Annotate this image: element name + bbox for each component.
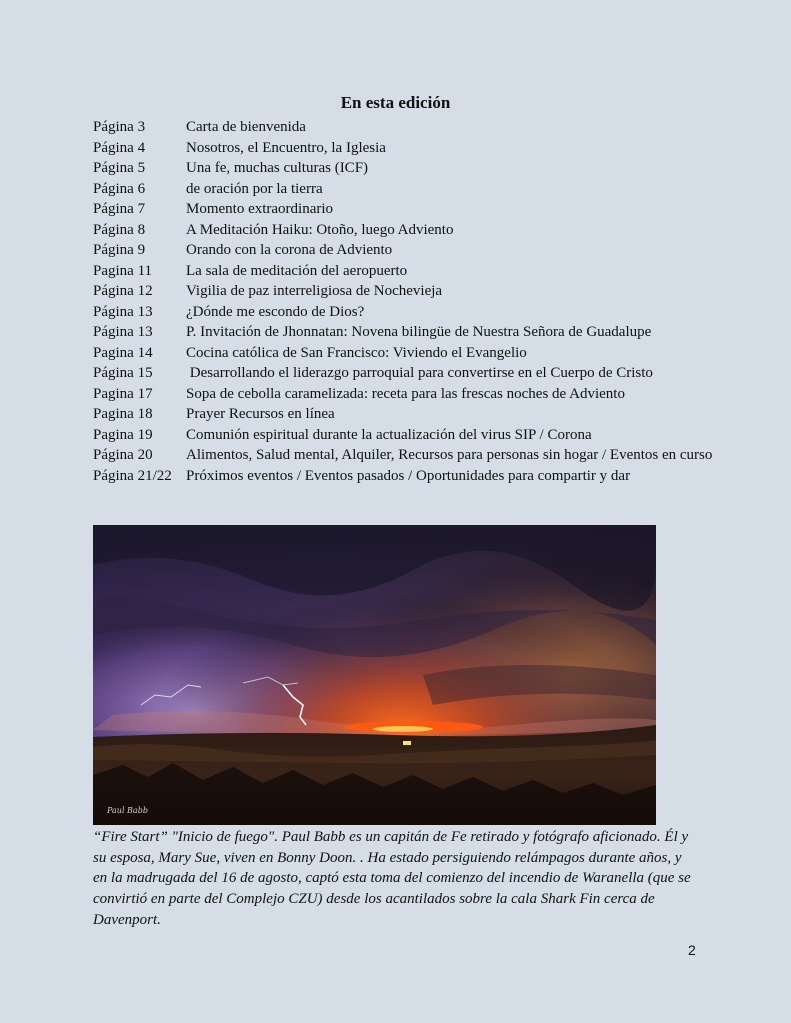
toc-row bbox=[93, 138, 713, 159]
toc-row bbox=[93, 466, 713, 487]
toc-page-number: Pagina 14 bbox=[93, 344, 153, 361]
toc-page-number: Página 20 bbox=[93, 447, 153, 463]
toc-article-title: Próximos eventos / Eventos pasados / Oportunidades para compartir y dar bbox=[186, 467, 631, 484]
toc-article-title: Orando con la corona de Adviento bbox=[186, 242, 393, 258]
toc-page-number: Página 6 bbox=[93, 180, 146, 197]
toc-row bbox=[93, 117, 713, 138]
toc-article-title: Comunión espiritual durante la actualización del virus SIP / Corona bbox=[186, 426, 592, 443]
toc-row bbox=[93, 302, 713, 323]
toc-row bbox=[93, 240, 713, 261]
toc-page-number: Página 12 bbox=[93, 283, 153, 299]
toc-article-title: P. Invitación de Jhonnatan: Novena bilingüe de Nuestra Señora de Guadalupe bbox=[186, 324, 652, 340]
photo-caption: “Fire Start” "Inicio de fuego". Paul Babb es un capitán de Fe retirado y fotógrafo aficionado. Él y su esposa, Mary Sue, viven en Bonny Doon. . Ha estado persiguiendo relámpagos durante años, y en la madrugada del 16 de agosto, captó esta toma del comienzo del incendio de Waranella (que se convirtió en parte del Complejo CZU) desde los acantilados sobre la cala Shark Fin cerca de Davenport. bbox=[93, 829, 691, 928]
toc-row bbox=[93, 199, 713, 220]
toc-article-title: A Meditación Haiku: Otoño, luego Adviento bbox=[186, 221, 454, 238]
toc-page-number: Página 9 bbox=[93, 242, 146, 258]
toc-article-title: Prayer Recursos en línea bbox=[186, 406, 335, 422]
toc-row bbox=[93, 261, 713, 282]
toc-article-title: Momento extraordinario bbox=[186, 201, 334, 217]
toc-article-title: Nosotros, el Encuentro, la Iglesia bbox=[186, 139, 386, 156]
toc-row bbox=[93, 343, 713, 364]
page-title: En esta edición bbox=[340, 93, 451, 112]
toc-row bbox=[93, 322, 713, 343]
toc-article-title: Cocina católica de San Francisco: Viviendo el Evangelio bbox=[186, 344, 527, 361]
toc-row bbox=[93, 425, 713, 446]
toc-row bbox=[93, 445, 713, 466]
toc-row bbox=[93, 363, 713, 384]
toc-page-number: Página 8 bbox=[93, 221, 146, 238]
toc-row bbox=[93, 158, 713, 179]
toc-page-number: Pagina 11 bbox=[93, 262, 153, 279]
toc-page-number: Página 15 bbox=[93, 365, 153, 381]
toc-page-number: Página 3 bbox=[93, 119, 146, 135]
table-of-contents bbox=[93, 117, 713, 486]
toc-row bbox=[93, 404, 713, 425]
toc-article-title: Desarrollando el liderazgo parroquial para convertirse en el Cuerpo de Cristo bbox=[186, 365, 653, 381]
toc-page-number: Página 5 bbox=[93, 160, 146, 176]
storm-photo bbox=[93, 525, 656, 825]
toc-row bbox=[93, 281, 713, 302]
toc-page-number: Página 13 bbox=[93, 303, 153, 320]
toc-article-title: de oración por la tierra bbox=[186, 180, 323, 197]
photographer-signature: Paul Babb bbox=[107, 806, 148, 815]
toc-page-number: Pagina 18 bbox=[93, 406, 153, 422]
toc-article-title: Sopa de cebolla caramelizada: receta para las frescas noches de Adviento bbox=[186, 385, 625, 402]
toc-page-number: Página 21/22 bbox=[93, 467, 172, 484]
toc-row bbox=[93, 179, 713, 200]
page-number: 2 bbox=[688, 942, 696, 958]
toc-page-number: Pagina 17 bbox=[93, 385, 153, 402]
toc-page-number: Página 13 bbox=[93, 324, 153, 340]
toc-row bbox=[93, 220, 713, 241]
toc-page-number: Página 7 bbox=[93, 201, 146, 217]
toc-article-title: ¿Dónde me escondo de Dios? bbox=[186, 303, 365, 320]
toc-article-title: La sala de meditación del aeropuerto bbox=[186, 262, 408, 279]
toc-article-title: Una fe, muchas culturas (ICF) bbox=[186, 160, 369, 176]
toc-page-number: Pagina 19 bbox=[93, 426, 153, 443]
toc-article-title: Vigilia de paz interreligiosa de Nochevieja bbox=[186, 283, 443, 299]
toc-article-title: Carta de bienvenida bbox=[186, 119, 306, 135]
toc-page-number: Página 4 bbox=[93, 139, 146, 156]
toc-row bbox=[93, 384, 713, 405]
toc-article-title: Alimentos, Salud mental, Alquiler, Recursos para personas sin hogar / Eventos en curso bbox=[186, 447, 713, 463]
